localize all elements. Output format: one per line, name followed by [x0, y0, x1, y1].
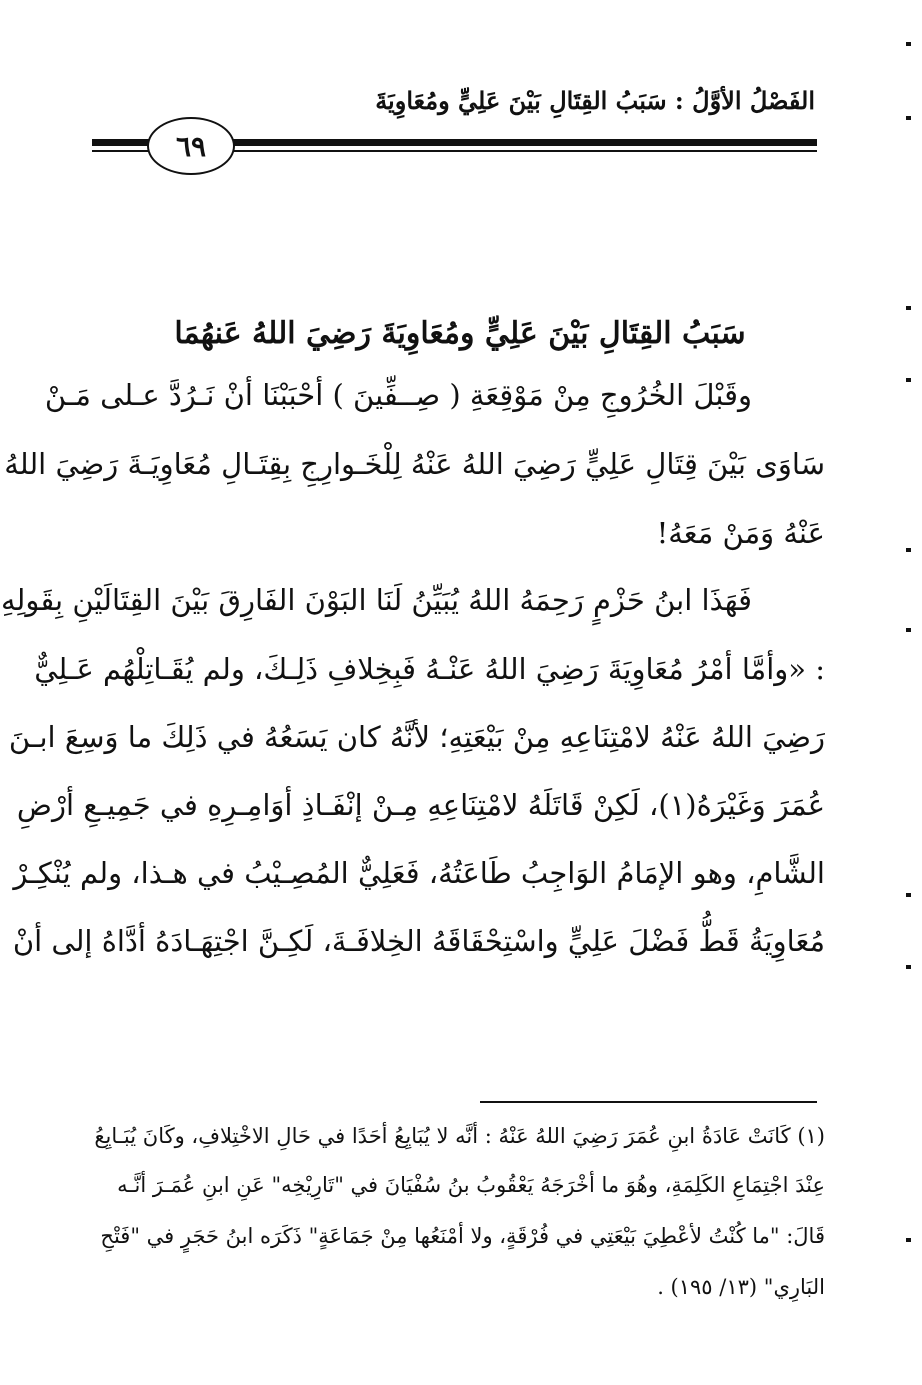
body-line: سَاوَى بَيْنَ قِتَالِ عَلِيٍّ رَضِيَ اللهُ عَنْهُ لِلْخَـوارِجِ بِقِتَـالِ مُعَاوِيَـةَ رَضِيَ اللهُ	[4, 447, 825, 481]
body-line: رَضِيَ اللهُ عَنْهُ لامْتِنَاعِهِ مِنْ بَيْعَتِهِ؛ لأنَّهُ كان يَسَعُهُ في ذَلِكَ ما وَسِعَ ابـنَ	[8, 720, 825, 754]
footnote-rule	[480, 1101, 817, 1103]
footnote-line: (١) كَانَتْ عَادَةُ ابنِ عُمَرَ رَضِيَ اللهُ عَنْهُ : أنَّه لا يُبَايِعُ أحَدًا في حَالِ الاخْتِلافِ، وكَانَ يُبَـايِعُ	[94, 1124, 825, 1148]
scan-margin-mark	[906, 893, 911, 897]
section-heading: سَبَبُ القِتَالِ بَيْنَ عَلِيٍّ ومُعَاوِيَةَ رَضِيَ اللهُ عَنهُمَا	[174, 316, 746, 351]
running-head: الفَصْلُ الأوَّلُ : سَبَبُ القِتَالِ بَيْنَ عَلِيٍّ ومُعَاوِيَةَ	[375, 86, 815, 115]
scan-margin-mark	[906, 628, 911, 632]
body-line: الشَّامِ، وهو الإمَامُ الوَاجِبُ طَاعَتُهُ، فَعَلِيٌّ المُصِـيْبُ في هـذا، ولم يُنْكِـرْ	[13, 856, 825, 890]
body-line: عَنْهُ وَمَنْ مَعَهُ!	[656, 516, 825, 550]
page-number: ٦٩	[147, 117, 235, 175]
scan-margin-mark	[906, 548, 911, 552]
scan-margin-mark	[906, 306, 911, 310]
body-line: عُمَرَ وَغَيْرَهُ(١)، لَكِنْ قَاتَلَهُ لامْتِنَاعِهِ مِـنْ إنْفَـاذِ أوَامِـرِهِ في جَمِيـعِ أرْضِ	[16, 788, 825, 822]
footnote-line: قَالَ: "ما كُنْتُ لأعْطِيَ بَيْعَتِي في فُرْقَةٍ، ولا أمْنَعُها مِنْ جَمَاعَةٍ" ذَكَرَه ابنُ حَجَرٍ في "فَتْحِ	[100, 1224, 825, 1248]
body-line: فَهَذَا ابنُ حَزْمٍ رَحِمَهُ اللهُ يُبَيِّنُ لَنَا البَوْنَ الفَارِقَ بَيْنَ القِتَالَيْنِ بِقَولِهِ	[1, 583, 752, 617]
scan-margin-mark	[906, 42, 911, 46]
scan-margin-mark	[906, 1238, 911, 1242]
body-line: وقَبْلَ الخُرُوجِ مِنْ مَوْقِعَةِ ( صِــفِّينَ ) أحْبَبْنَا أنْ نَـرُدَّ عـلى مَـنْ	[44, 378, 752, 412]
scan-margin-mark	[906, 378, 911, 382]
body-line: مُعَاوِيَةُ قَطُّ فَضْلَ عَلِيٍّ واسْتِحْقَاقَهُ الخِلافَـةَ، لَكِـنَّ اجْتِهَـادَهُ أدَّاهُ إلى أنْ	[12, 924, 825, 958]
footnote-line: البَارِي" (١٣/ ١٩٥) .	[657, 1275, 825, 1299]
scan-margin-mark	[906, 116, 911, 120]
scan-margin-mark	[906, 965, 911, 969]
footnote-line: عِنْدَ اجْتِمَاعِ الكَلِمَةِ، وهُوَ ما أخْرَجَهُ يَعْقُوبُ بنُ سُفْيَانَ في "تَارِيْخِه" عَنِ ابنِ عُمَـرَ أنَّـه	[117, 1173, 825, 1197]
body-line: : «وأمَّا أمْرُ مُعَاوِيَةَ رَضِيَ اللهُ عَنْـهُ فَبِخِلافِ ذَلِـكَ، ولم يُقَـاتِلْهُم عَـلِيٌّ	[34, 652, 825, 686]
